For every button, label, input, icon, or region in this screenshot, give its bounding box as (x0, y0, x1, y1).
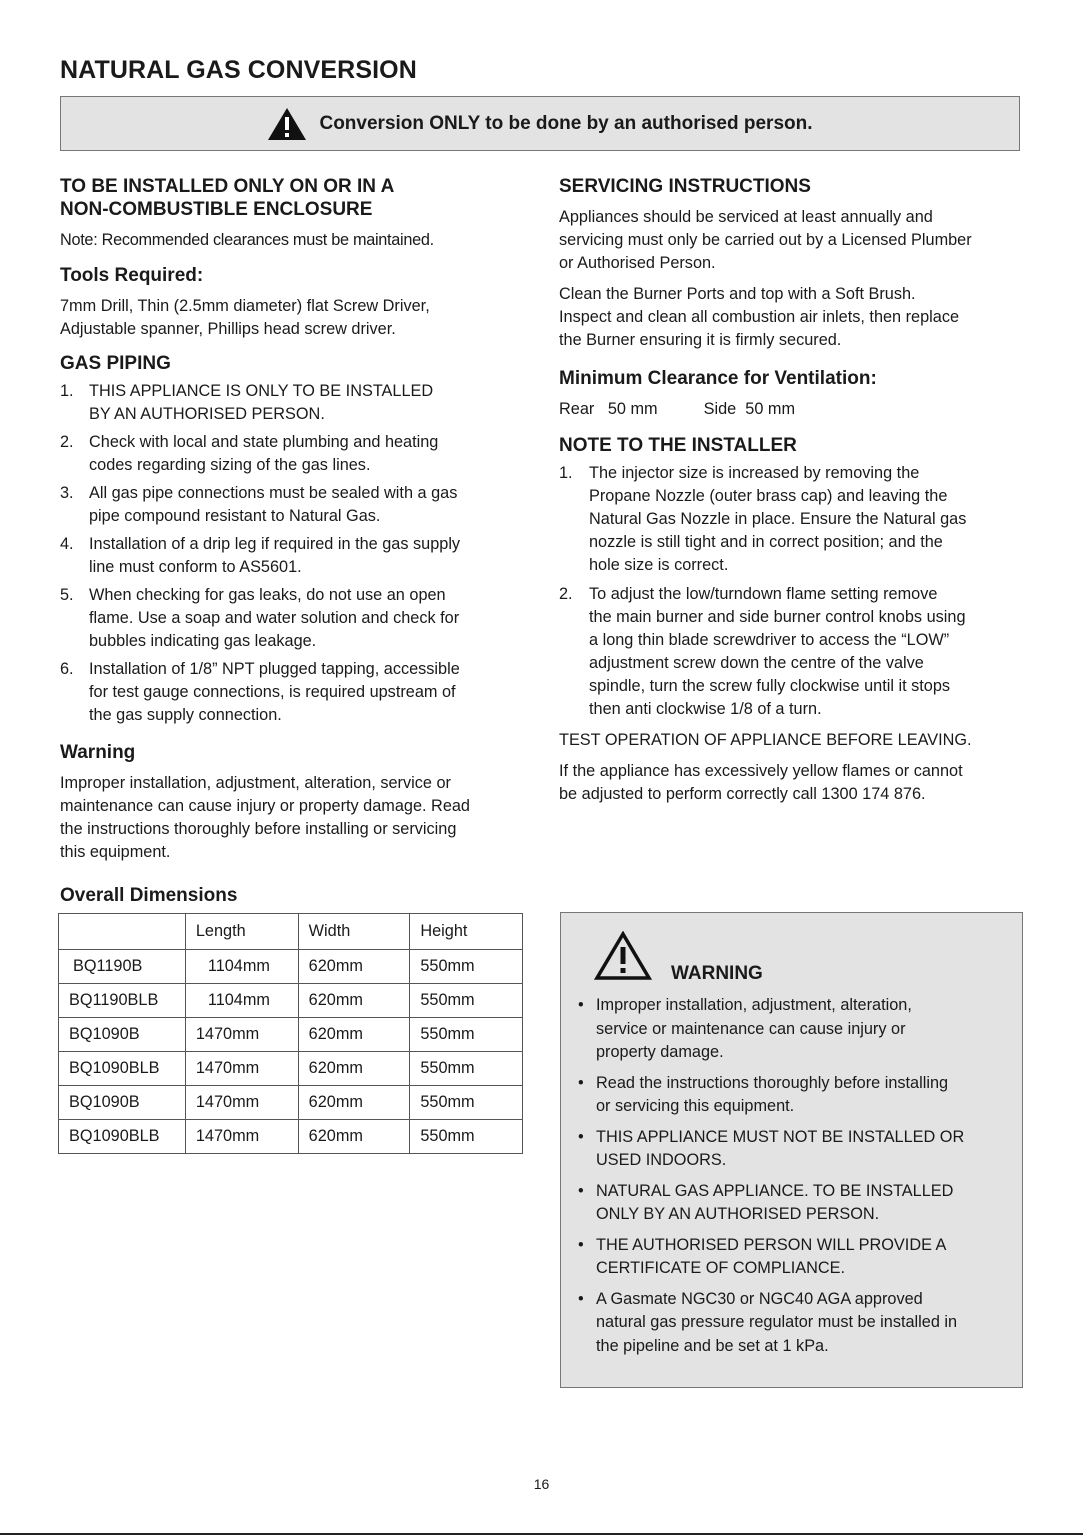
install-heading-line-2: NON-COMBUSTIBLE ENCLOSURE (60, 199, 373, 220)
list-item: • A Gasmate NGC30 or NGC40 AGA approved natural gas pressure regulator must be installed in the pipeline and be set at 1 kPa. (578, 1289, 958, 1355)
list-item: 2. To adjust the low/turndown flame setting remove the main burner and side burner control knobs using a long thin blade screwdriver to access the “LOW” adjustment screw down the centre of the valve spindle, turn the screw fully clockwise until it stops then anti clockwise 1/8 of a turn. (559, 585, 966, 718)
servicing-paragraph-1: Appliances should be serviced at least annually and servicing must only be carried out by a Licensed Plumber or Authorised Person. (559, 208, 972, 272)
warning-triangle-icon (267, 107, 307, 141)
list-item: • NATURAL GAS APPLIANCE. TO BE INSTALLED ONLY BY AN AUTHORISED PERSON. (578, 1181, 954, 1223)
table-row: BQ1090BLB 1470mm 620mm 550mm (59, 1052, 523, 1086)
list-item: 4. Installation of a drip leg if required in the gas supply line must conform to AS5601. (60, 535, 461, 576)
table-row: BQ1090B 1470mm 620mm 550mm (59, 1018, 523, 1052)
test-operation-note: TEST OPERATION OF APPLIANCE BEFORE LEAVING. (559, 731, 972, 749)
warning-paragraph: Improper installation, adjustment, alteration, service or maintenance can cause injury or property damage. Read the instructions thoroughly before installing or servicing this equipment. (60, 774, 470, 861)
warning-heading: Warning (60, 742, 136, 763)
list-item: • THE AUTHORISED PERSON WILL PROVIDE A CERTIFICATE OF COMPLIANCE. (578, 1235, 947, 1277)
list-item: 1. THIS APPLIANCE IS ONLY TO BE INSTALLED BY AN AUTHORISED PERSON. (60, 382, 434, 423)
dimensions-section (60, 884, 530, 907)
installer-heading: NOTE TO THE INSTALLER (559, 435, 797, 456)
warning-box (560, 912, 1023, 1388)
list-item: • Read the instructions thoroughly before installing or servicing this equipment. (578, 1073, 949, 1115)
clearance-values (559, 398, 1029, 421)
list-item: 2. Check with local and state plumbing and heating codes regarding sizing of the gas lines. (60, 433, 439, 474)
page-number: 16 (533, 1476, 550, 1492)
table-row: BQ1090B 1470mm 620mm 550mm (59, 1086, 523, 1120)
dims-heading: Overall Dimensions (60, 885, 238, 906)
table-row: BQ1090BLB 1470mm 620mm 550mm (59, 1120, 523, 1154)
list-item: • Improper installation, adjustment, alteration, service or maintenance can cause injury or property damage. (578, 996, 912, 1061)
servicing-heading: SERVICING INSTRUCTIONS (559, 176, 811, 197)
install-note: Note: Recommended clearances must be maintained. (60, 231, 434, 249)
left-column (60, 175, 530, 864)
page-title: NATURAL GAS CONVERSION (60, 56, 417, 84)
list-item: 3. All gas pipe connections must be sealed with a gas pipe compound resistant to Natural Gas. (60, 484, 458, 525)
installer-list (559, 462, 1029, 721)
yellow-flame-note: If the appliance has excessively yellow flames or cannot be adjusted to perform correctly call 1300 174 876. (559, 762, 963, 803)
table-row: BQ1190BLB 1104mm 620mm 550mm (59, 984, 523, 1018)
table-row: BQ1190B 1104mm 620mm 550mm (59, 950, 523, 984)
gas-piping-heading: GAS PIPING (60, 353, 171, 374)
column-header-length: Length (185, 914, 298, 950)
list-item: 5. When checking for gas leaks, do not use an open flame. Use a soap and water solution and check for bubbles indicating gas leakage. (60, 586, 460, 650)
dimensions-table (58, 913, 523, 1154)
banner-text: Conversion ONLY to be done by an authorised person. (319, 112, 813, 134)
servicing-paragraph-2: Clean the Burner Ports and top with a Soft Brush. Inspect and clean all combustion air inlets, then replace the Burner ensuring it is firmly secured. (559, 285, 960, 349)
column-header-width: Width (298, 914, 410, 950)
right-column (559, 175, 1029, 806)
install-heading-line-1: TO BE INSTALLED ONLY ON OR IN A (60, 176, 395, 197)
table-header-row (59, 914, 523, 950)
list-item: 6. Installation of 1/8” NPT plugged tapping, accessible for test gauge connections, is required upstream of the gas supply connection. (60, 660, 460, 724)
footer-rule (0, 1533, 1083, 1535)
clearance-side: Side 50 mm (703, 400, 796, 418)
clearance-rear: Rear 50 mm (559, 400, 658, 418)
warning-box-list (561, 994, 1011, 1365)
authorised-person-banner (60, 96, 1020, 151)
tools-line-1: 7mm Drill, Thin (2.5mm diameter) flat Screw Driver, (60, 297, 430, 315)
tools-heading: Tools Required: (60, 265, 204, 286)
clearance-heading: Minimum Clearance for Ventilation: (559, 368, 877, 389)
column-header-height: Height (410, 914, 523, 950)
tools-line-2: Adjustable spanner, Phillips head screw driver. (60, 320, 396, 338)
list-item: 1. The injector size is increased by removing the Propane Nozzle (outer brass cap) and leaving the Natural Gas Nozzle in place. Ensure the Natural gas nozzle is still tight and in correct position; and the hole size is correct. (559, 464, 967, 574)
warning-triangle-outline-icon (594, 931, 652, 986)
list-item: • THIS APPLIANCE MUST NOT BE INSTALLED OR USED INDOORS. (578, 1127, 965, 1169)
warning-box-title: WARNING (671, 963, 763, 984)
gas-piping-list (60, 380, 530, 727)
